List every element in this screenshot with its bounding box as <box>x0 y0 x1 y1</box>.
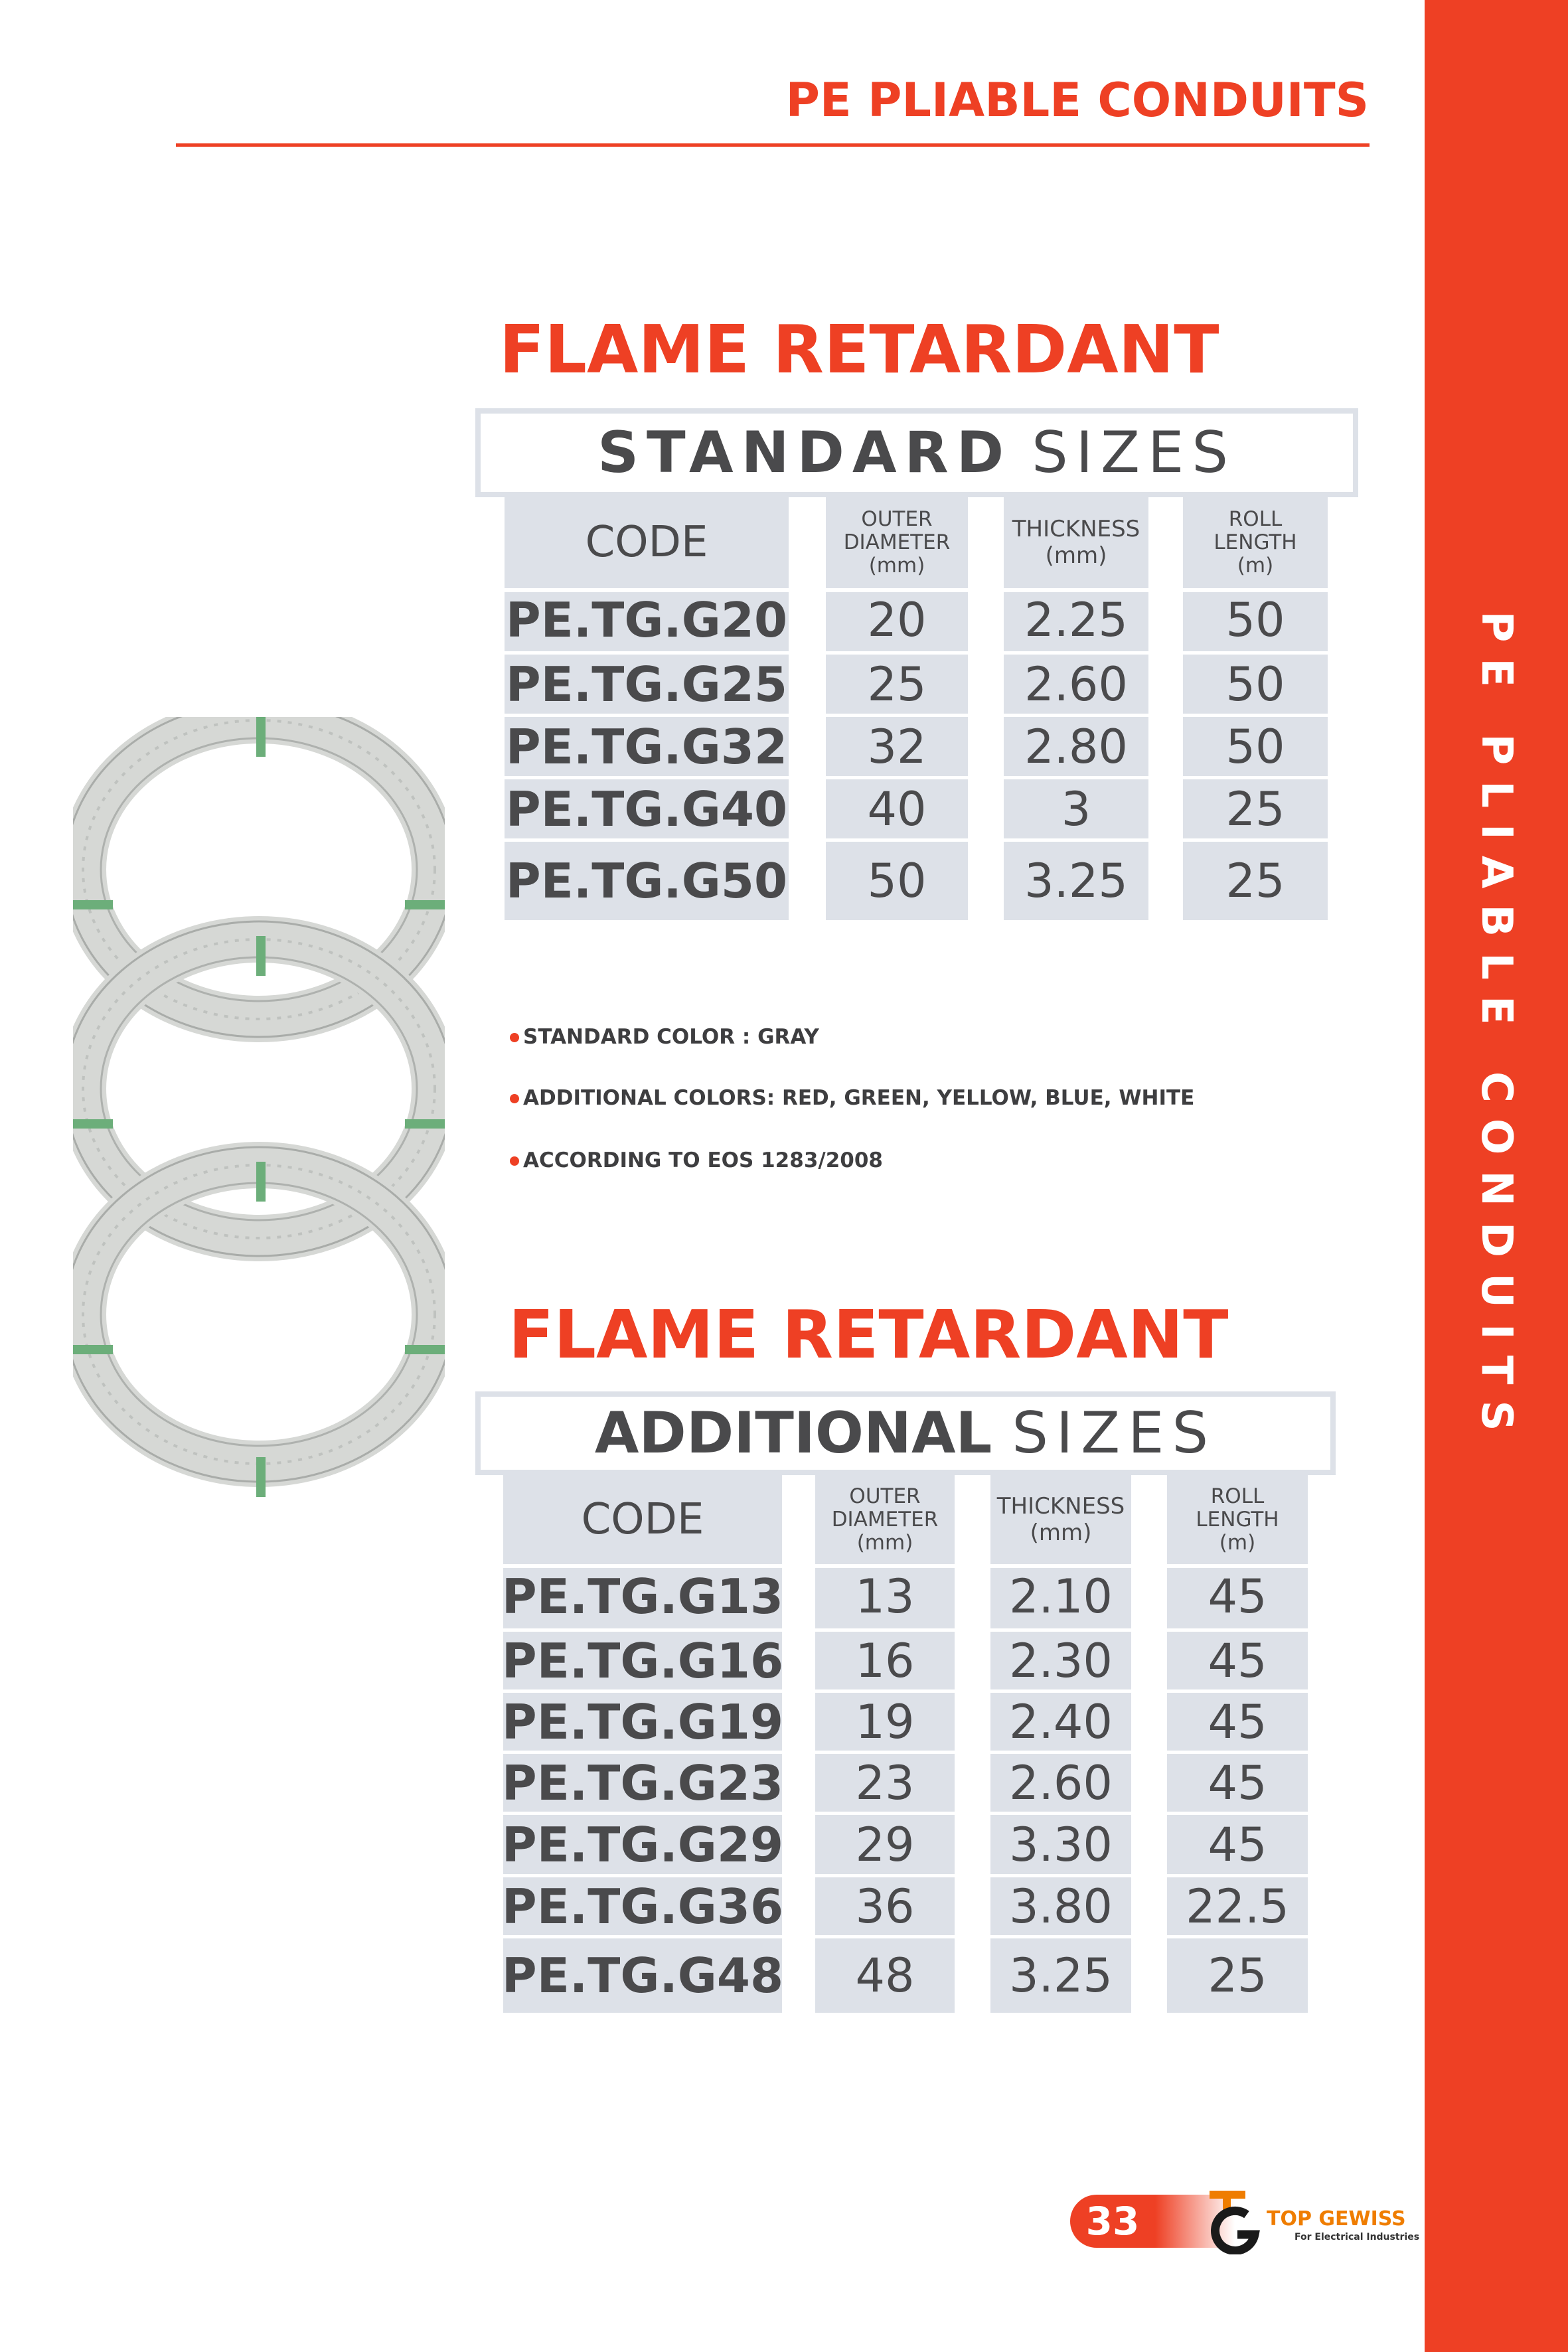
box-strong-label: ADDITIONAL <box>594 1400 992 1466</box>
roll-length-column <box>1183 497 1328 920</box>
brand-tagline: For Electrical Industries <box>1294 2232 1420 2242</box>
header-line: DIAMETER <box>831 1507 939 1531</box>
code-header: CODE <box>503 1475 782 1568</box>
additional-sizes-box <box>475 1391 1336 1475</box>
table-cell-outer: 13 <box>815 1564 955 1632</box>
header-line: DIAMETER <box>843 530 951 554</box>
table-cell-outer: 36 <box>815 1877 955 1938</box>
table-cell-thickness: 2.60 <box>1004 655 1148 717</box>
table-cell-roll: 50 <box>1183 588 1328 655</box>
table-cell-roll: 25 <box>1208 1948 1267 2003</box>
box-light-label: SIZES <box>1012 1400 1217 1466</box>
table-cell-outer: 25 <box>826 655 968 717</box>
table-cell-roll: 45 <box>1167 1693 1308 1754</box>
table-cell-outer: 50 <box>867 854 927 908</box>
table-cell-roll: 25 <box>1225 854 1285 908</box>
conduit-coils-image <box>73 717 445 1500</box>
box-light-label: SIZES <box>1032 420 1236 486</box>
table-cell-outer: 23 <box>815 1754 955 1815</box>
note-text: STANDARD COLOR : GRAY <box>523 1025 819 1049</box>
coil-icon <box>73 1147 445 1497</box>
table-cell-code: PE.TG.G16 <box>503 1632 782 1693</box>
table-cell-thickness: 2.25 <box>1004 588 1148 655</box>
table-cell-thickness: 2.30 <box>990 1632 1131 1693</box>
roll-length-header <box>1183 497 1328 592</box>
table-cell-roll: 50 <box>1183 717 1328 779</box>
section-title-additional: FLAME RETARDANT <box>509 1296 1229 1373</box>
brand-name: TOP GEWISS <box>1267 2207 1406 2231</box>
header-line: (mm) <box>1030 1520 1092 1546</box>
table-cell-thickness: 2.80 <box>1004 717 1148 779</box>
note-text: ACCORDING TO EOS 1283/2008 <box>523 1148 883 1172</box>
box-strong-label: STANDARD <box>597 420 1012 486</box>
bullet-icon <box>510 1033 519 1042</box>
table-cell-roll: 25 <box>1183 779 1328 842</box>
table-cell-code: PE.TG.G40 <box>505 779 789 842</box>
header-line: (m) <box>1237 553 1274 578</box>
table-cell-roll: 45 <box>1167 1632 1308 1693</box>
table-cell-roll: 45 <box>1167 1754 1308 1815</box>
outer-diameter-column <box>826 497 968 920</box>
header-line: LENGTH <box>1196 1507 1279 1531</box>
outer-diameter-column <box>815 1475 955 2013</box>
header-divider <box>176 143 1370 147</box>
header-line: LENGTH <box>1214 530 1297 554</box>
code-column <box>505 497 789 920</box>
outer-diameter-header <box>826 497 968 592</box>
table-cell-code: PE.TG.G23 <box>503 1754 782 1815</box>
page-number: 33 <box>1070 2195 1155 2248</box>
section-title-standard: FLAME RETARDANT <box>499 311 1219 388</box>
code-column <box>503 1475 782 2013</box>
table-cell-thickness: 3 <box>1004 779 1148 842</box>
table-cell-outer: 29 <box>815 1815 955 1877</box>
table-cell-thickness: 3.30 <box>990 1815 1131 1877</box>
table-cell-code: PE.TG.G36 <box>503 1877 782 1938</box>
table-cell-roll: 22.5 <box>1167 1877 1308 1938</box>
header-line: OUTER <box>861 507 933 531</box>
header-line: THICKNESS <box>1012 516 1140 542</box>
side-label: PE PLIABLE CONDUITS <box>1472 611 1521 1447</box>
note-additional-colors <box>510 1086 1194 1110</box>
outer-diameter-header <box>815 1475 955 1568</box>
thickness-column <box>990 1475 1131 2013</box>
header-line: THICKNESS <box>996 1493 1125 1520</box>
header-line: (mm) <box>856 1530 913 1555</box>
thickness-header <box>1004 497 1148 592</box>
page-title: PE PLIABLE CONDUITS <box>785 73 1369 127</box>
table-cell-code: PE.TG.G20 <box>505 588 789 655</box>
bullet-icon <box>510 1156 519 1166</box>
thickness-column <box>1004 497 1148 920</box>
table-cell-thickness: 3.25 <box>1009 1948 1113 2003</box>
table-cell-thickness: 2.60 <box>990 1754 1131 1815</box>
table-cell-thickness: 2.10 <box>990 1564 1131 1632</box>
table-cell-outer: 16 <box>815 1632 955 1693</box>
thickness-header <box>990 1475 1131 1568</box>
note-text: ADDITIONAL COLORS: RED, GREEN, YELLOW, BLUE, WHITE <box>523 1086 1195 1110</box>
table-cell-code: PE.TG.G13 <box>503 1564 782 1632</box>
header-line: (mm) <box>1045 542 1107 569</box>
table-cell-code: PE.TG.G29 <box>503 1815 782 1877</box>
table-cell-outer: 48 <box>855 1948 915 2003</box>
table-cell-code: PE.TG.G19 <box>503 1693 782 1754</box>
header-line: (mm) <box>868 553 925 578</box>
roll-length-column <box>1167 1475 1308 2013</box>
header-line: (m) <box>1219 1530 1256 1555</box>
table-cell-code: PE.TG.G32 <box>505 717 789 779</box>
table-cell-outer: 40 <box>826 779 968 842</box>
table-cell-roll: 50 <box>1183 655 1328 717</box>
note-standard-color <box>510 1025 819 1049</box>
bullet-icon <box>510 1094 519 1103</box>
code-header: CODE <box>505 497 789 592</box>
roll-length-header <box>1167 1475 1308 1568</box>
table-cell-outer: 19 <box>815 1693 955 1754</box>
table-cell-code: PE.TG.G25 <box>505 655 789 717</box>
table-cell-code: PE.TG.G50 <box>505 853 788 909</box>
brand-logo-icon <box>1208 2188 1268 2254</box>
header-line: ROLL <box>1228 507 1283 531</box>
table-cell-outer: 32 <box>826 717 968 779</box>
table-cell-roll: 45 <box>1167 1564 1308 1632</box>
note-standard-ref <box>510 1148 883 1172</box>
table-cell-thickness: 3.25 <box>1024 854 1128 908</box>
header-line: ROLL <box>1210 1484 1265 1508</box>
standard-sizes-box <box>475 408 1358 497</box>
table-cell-outer: 20 <box>826 588 968 655</box>
table-cell-code: PE.TG.G48 <box>501 1948 784 2003</box>
table-cell-thickness: 2.40 <box>990 1693 1131 1754</box>
header-line: OUTER <box>849 1484 921 1508</box>
table-cell-thickness: 3.80 <box>990 1877 1131 1938</box>
table-cell-roll: 45 <box>1167 1815 1308 1877</box>
